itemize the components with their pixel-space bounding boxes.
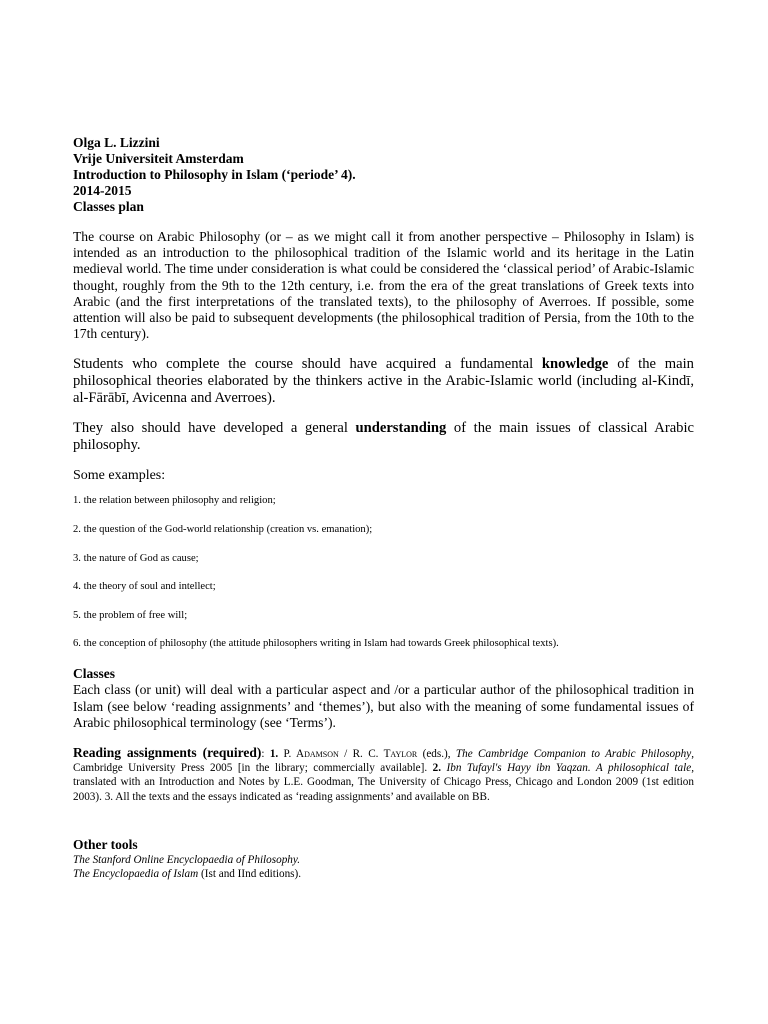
list-item: 4. the theory of soul and intellect; — [73, 581, 216, 593]
reading-assignments-paragraph — [73, 746, 694, 804]
examples-heading: Some examples: — [73, 468, 166, 484]
list-item: 1. the relation between philosophy and religion; — [73, 495, 276, 507]
tools-item-title: The Encyclopaedia of Islam — [73, 867, 199, 880]
understanding-paragraph — [73, 420, 694, 454]
intro-paragraph: The course on Arabic Philosophy (or – as we might call it from another perspective – Philosophy in Islam) is intended as an introduction to the philosophical tradition of the Islamic world and its heritage in the Latin medieval world. The time under consideration is what could be considered the ‘classical period’ of Arabic-Islamic thought, roughly from the 9th to the 12th century, i.e. from the era of the great translations of Greek texts into Arabic (and the first interpretations of the translated texts), to the philosophy of Averroes. If possible, some attention will also be paid to subsequent developments (the philosophical tradition of Persia, from the 10th to the 17th century). — [73, 229, 694, 342]
reading-colon: : — [261, 748, 270, 760]
document-page — [73, 135, 694, 881]
tools-item-title: The Stanford Online Encyclopaedia of Philosophy. — [73, 853, 301, 866]
reading-book-details: , Cambridge University Press 2005 [in the library; commercially available]. — [73, 748, 695, 775]
reading-book-title: The Cambridge Companion to Arabic Philosophy — [455, 748, 692, 760]
examples-list — [73, 494, 694, 650]
reading-author: R. C. Taylor — [352, 748, 418, 760]
knowledge-text-after: of the main philosophical theories elaborated by the thinkers active in the Arabic-Islamic world (including al-Kindī, al-Fārābī, Avicenna and Averroes). — [73, 356, 694, 407]
tools-item-details: (Ist and IInd editions). — [198, 867, 302, 880]
reading-author-separator: / — [338, 748, 353, 760]
institution-name: Vrije Universiteit Amsterdam — [73, 151, 244, 166]
classes-paragraph: Each class (or unit) will deal with a particular aspect and /or a particular author of the philosophical tradition in Islam (see below ‘reading assignments’ and ‘themes’), but also with the meaning of some fundamental issues of Arabic philosophical terminology (see ‘Terms’). — [73, 682, 694, 730]
tools-item — [73, 853, 694, 867]
understanding-text-after: of the main issues of classical Arabic philosophy. — [73, 420, 694, 454]
knowledge-keyword: knowledge — [541, 356, 609, 373]
reading-book-details: translated with an Introduction and Notes by L.E. Goodman, The University of Chicago Press, Chicago and London 2009 (1st edition 2003). 3. All the texts and the essays indicated as ‘reading assignments’ and available on BB. — [73, 776, 694, 803]
course-title: Introduction to Philosophy in Islam (‘periode’ 4). — [73, 167, 356, 182]
reading-eds: (eds.), — [417, 748, 456, 760]
reading-item-number: 1. — [269, 748, 279, 760]
knowledge-paragraph — [73, 356, 694, 407]
tools-item — [73, 867, 694, 881]
other-tools-heading: Other tools — [73, 836, 138, 852]
academic-year: 2014-2015 — [73, 183, 132, 198]
document-subtitle: Classes plan — [73, 199, 144, 214]
document-header — [73, 135, 694, 215]
understanding-text-before: They also should have developed a general — [73, 420, 356, 437]
classes-heading: Classes — [73, 666, 116, 682]
reading-book-title: Ibn Tufayl's Hayy ibn Yaqzan. A philosophical tale, — [441, 762, 694, 775]
list-item: 5. the problem of free will; — [73, 609, 188, 621]
list-item: 2. the question of the God-world relationship (creation vs. emanation); — [73, 524, 373, 536]
author-name: Olga L. Lizzini — [73, 135, 160, 150]
reading-author: P. Adamson — [278, 748, 339, 760]
list-item: 6. the conception of philosophy (the attitude philosophers writing in Islam had towards Greek philosophical texts). — [73, 638, 559, 650]
list-item: 3. the nature of God as cause; — [73, 552, 199, 564]
reading-item-number: 2. — [432, 762, 442, 775]
understanding-keyword: understanding — [355, 420, 447, 437]
reading-assignments-heading: Reading assignments (required) — [73, 745, 262, 760]
knowledge-text-before: Students who complete the course should have acquired a fundamental — [73, 356, 542, 373]
